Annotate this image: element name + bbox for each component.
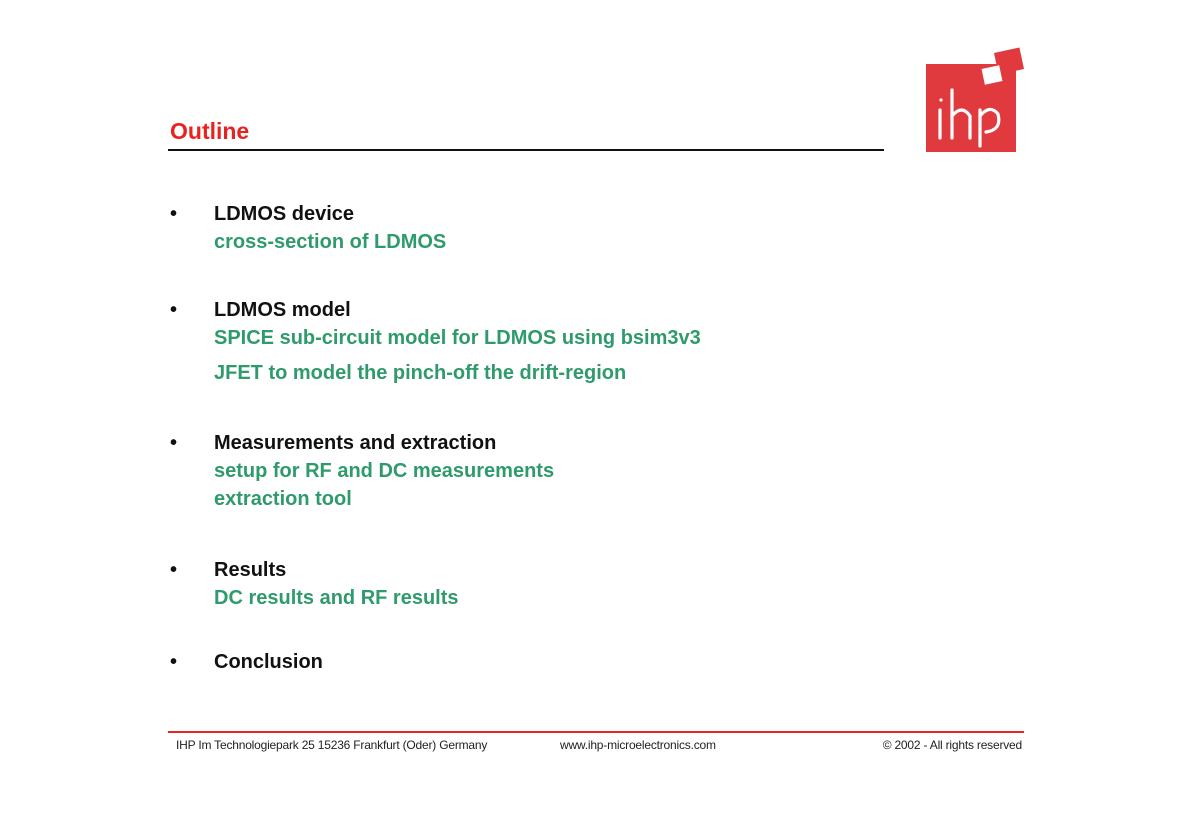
item-heading: LDMOS device [214, 203, 355, 225]
item-subtitle: setup for RF and DC measurements [214, 460, 555, 482]
item-heading: Conclusion [214, 651, 323, 673]
outline-item-ldmos-model [170, 296, 701, 387]
ihp-logo-graphic [926, 46, 1028, 154]
item-subtitle: cross-section of LDMOS [214, 231, 447, 253]
footer-divider [168, 731, 1024, 733]
footer-url: www.ihp-microelectronics.com [560, 738, 716, 752]
bullet: • [170, 651, 178, 673]
ihp-logo [926, 46, 1028, 154]
footer-address: IHP Im Technologiepark 25 15236 Frankfurt (Oder) Germany [176, 738, 488, 752]
slide-title: Outline [170, 118, 250, 144]
item-heading: Results [214, 559, 287, 581]
item-subtitle: SPICE sub-circuit model for LDMOS using bsim3v3 [214, 327, 701, 349]
outline-item-ldmos-device [170, 200, 701, 256]
item-subtitle: extraction tool [214, 488, 352, 510]
outline-item-conclusion [170, 648, 701, 676]
item-heading: Measurements and extraction [214, 432, 497, 454]
outline-item-results [170, 556, 701, 612]
item-heading: LDMOS model [214, 299, 351, 321]
outline-item-measurements [170, 429, 701, 513]
bullet: • [170, 299, 178, 321]
footer-copyright: © 2002 - All rights reserved [882, 738, 1022, 752]
bullet: • [170, 432, 178, 454]
item-subtitle: DC results and RF results [214, 587, 459, 609]
item-subtitle: JFET to model the pinch-off the drift-region [214, 362, 627, 384]
bullet: • [170, 559, 178, 581]
bullet: • [170, 203, 178, 225]
outline-list [170, 200, 701, 676]
title-divider [168, 149, 884, 151]
